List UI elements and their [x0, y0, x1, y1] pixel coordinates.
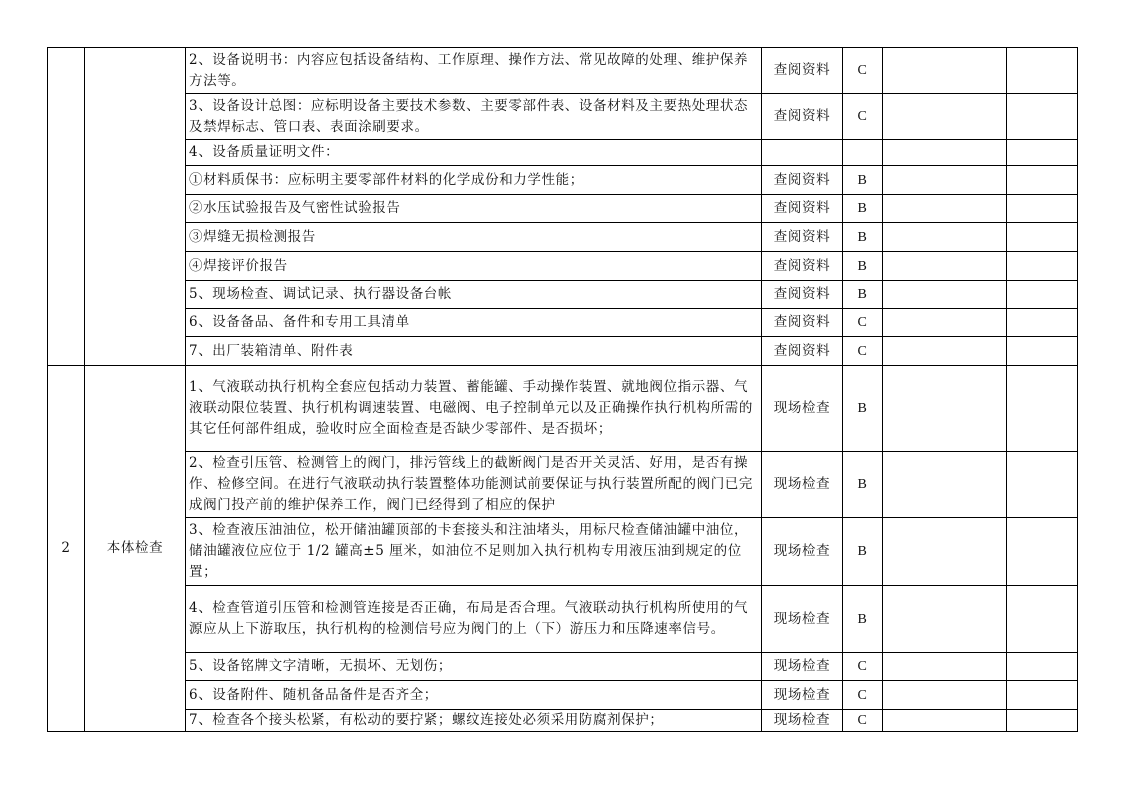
result-cell: [883, 681, 1007, 710]
table-row: [48, 366, 1078, 452]
table-row: [48, 452, 1078, 518]
result-cell: [883, 452, 1007, 518]
result-cell: [883, 94, 1007, 140]
grade: B: [843, 452, 883, 518]
check-method: 查阅资料: [762, 166, 843, 195]
table-row: [48, 281, 1078, 309]
item-text: 1、气液联动执行机构全套应包括动力装置、蓄能罐、手动操作装置、就地阀位指示器、气液联动限位装置、执行机构调速装置、电磁阀、电子控制单元以及正确操作执行机构所需的其它任何部件组成，验收时应全面检查是否缺少零部件、是否损坏；: [186, 366, 762, 452]
grade: B: [843, 366, 883, 452]
grade: B: [843, 281, 883, 309]
grade: C: [843, 710, 883, 732]
grade: B: [843, 195, 883, 223]
grade: [843, 140, 883, 166]
check-method: 查阅资料: [762, 48, 843, 94]
item-text: ④焊接评价报告: [186, 252, 762, 281]
remark-cell: [1007, 681, 1078, 710]
check-method: 现场检查: [762, 681, 843, 710]
result-cell: [883, 518, 1007, 586]
grade: B: [843, 586, 883, 653]
item-text: ③焊缝无损检测报告: [186, 223, 762, 252]
check-method: 现场检查: [762, 518, 843, 586]
grade: B: [843, 518, 883, 586]
result-cell: [883, 366, 1007, 452]
check-method: 现场检查: [762, 710, 843, 732]
grade: B: [843, 166, 883, 195]
item-text: 7、出厂装箱清单、附件表: [186, 337, 762, 366]
table-row: [48, 48, 1078, 94]
table-row: [48, 653, 1078, 681]
item-text: 7、检查各个接头松紧，有松动的要拧紧；螺纹连接处必须采用防腐剂保护；: [186, 710, 762, 732]
item-text: 6、设备备品、备件和专用工具清单: [186, 309, 762, 337]
check-method: 现场检查: [762, 452, 843, 518]
remark-cell: [1007, 653, 1078, 681]
grade: C: [843, 337, 883, 366]
table-row: [48, 223, 1078, 252]
check-method: 查阅资料: [762, 94, 843, 140]
check-method: 查阅资料: [762, 337, 843, 366]
result-cell: [883, 140, 1007, 166]
check-method: 现场检查: [762, 653, 843, 681]
remark-cell: [1007, 195, 1078, 223]
grade: C: [843, 309, 883, 337]
result-cell: [883, 195, 1007, 223]
remark-cell: [1007, 586, 1078, 653]
check-method: 现场检查: [762, 366, 843, 452]
grade: C: [843, 94, 883, 140]
remark-cell: [1007, 710, 1078, 732]
result-cell: [883, 252, 1007, 281]
table-row: [48, 681, 1078, 710]
remark-cell: [1007, 223, 1078, 252]
table-row: [48, 195, 1078, 223]
table-row: [48, 166, 1078, 195]
remark-cell: [1007, 48, 1078, 94]
result-cell: [883, 309, 1007, 337]
remark-cell: [1007, 337, 1078, 366]
remark-cell: [1007, 452, 1078, 518]
check-method: 查阅资料: [762, 252, 843, 281]
grade: C: [843, 653, 883, 681]
table-row: [48, 710, 1078, 732]
grade: C: [843, 48, 883, 94]
item-text: ②水压试验报告及气密性试验报告: [186, 195, 762, 223]
remark-cell: [1007, 166, 1078, 195]
remark-cell: [1007, 252, 1078, 281]
item-text: 3、检查液压油油位，松开储油罐顶部的卡套接头和注油堵头，用标尺检查储油罐中油位，储油罐液位应位于 1/2 罐高±5 厘米，如油位不足则加入执行机构专用液压油到规定的位置；: [186, 518, 762, 586]
result-cell: [883, 710, 1007, 732]
check-method: [762, 140, 843, 166]
check-method: 查阅资料: [762, 195, 843, 223]
result-cell: [883, 48, 1007, 94]
item-text: 5、现场检查、调试记录、执行器设备台帐: [186, 281, 762, 309]
item-text: 6、设备附件、随机备品备件是否齐全；: [186, 681, 762, 710]
item-text: 2、设备说明书：内容应包括设备结构、工作原理、操作方法、常见故障的处理、维护保养方法等。: [186, 48, 762, 94]
table-row: [48, 337, 1078, 366]
result-cell: [883, 586, 1007, 653]
item-text: 3、设备设计总图：应标明设备主要技术参数、主要零部件表、设备材料及主要热处理状态及禁焊标志、管口表、表面涂刷要求。: [186, 94, 762, 140]
result-cell: [883, 281, 1007, 309]
item-text: 5、设备铭牌文字清晰，无损坏、无划伤；: [186, 653, 762, 681]
remark-cell: [1007, 281, 1078, 309]
grade: C: [843, 681, 883, 710]
item-text: ①材料质保书：应标明主要零部件材料的化学成份和力学性能；: [186, 166, 762, 195]
result-cell: [883, 653, 1007, 681]
remark-cell: [1007, 366, 1078, 452]
table-row: [48, 140, 1078, 166]
result-cell: [883, 337, 1007, 366]
check-method: 查阅资料: [762, 309, 843, 337]
table-row: [48, 586, 1078, 653]
table-row: [48, 309, 1078, 337]
remark-cell: [1007, 309, 1078, 337]
result-cell: [883, 223, 1007, 252]
item-text: 4、检查管道引压管和检测管连接是否正确，布局是否合理。气液联动执行机构所使用的气源应从上下游取压，执行机构的检测信号应为阀门的上（下）游压力和压降速率信号。: [186, 586, 762, 653]
remark-cell: [1007, 140, 1078, 166]
grade: B: [843, 252, 883, 281]
row-number-cell: 2: [48, 366, 85, 732]
table-row: [48, 518, 1078, 586]
inspection-table: [47, 47, 1078, 732]
check-method: 现场检查: [762, 586, 843, 653]
grade: B: [843, 223, 883, 252]
category-cell: [85, 48, 186, 366]
check-method: 查阅资料: [762, 223, 843, 252]
row-number-cell: [48, 48, 85, 366]
item-text: 4、设备质量证明文件：: [186, 140, 762, 166]
category-cell: 本体检查: [85, 366, 186, 732]
check-method: 查阅资料: [762, 281, 843, 309]
remark-cell: [1007, 518, 1078, 586]
table-row: [48, 252, 1078, 281]
item-text: 2、检查引压管、检测管上的阀门，排污管线上的截断阀门是否开关灵活、好用，是否有操作、检修空间。在进行气液联动执行装置整体功能测试前要保证与执行装置所配的阀门已完成阀门投产前的维护保养工作，阀门已经得到了相应的保护: [186, 452, 762, 518]
result-cell: [883, 166, 1007, 195]
table-row: [48, 94, 1078, 140]
remark-cell: [1007, 94, 1078, 140]
